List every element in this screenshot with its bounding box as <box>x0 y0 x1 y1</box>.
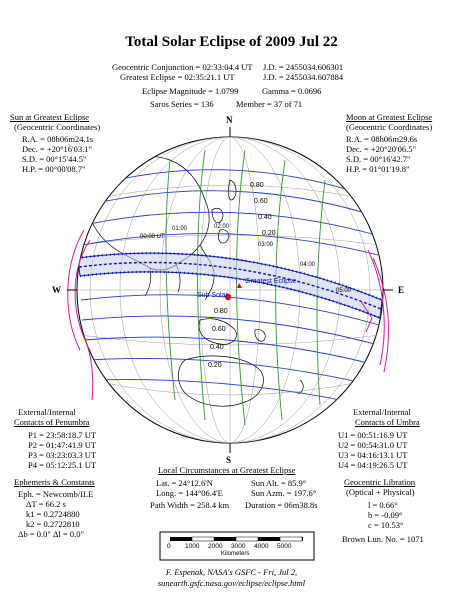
local-lat: Lat. = 24°12.6'N <box>156 478 213 488</box>
credit-line-1: F. Espenak, NASA's GSFC - Fri, Jul 2, <box>165 567 298 577</box>
greatest-eclipse-label: Greatest Eclipse <box>245 278 297 285</box>
local-long: Long. = 144°06.4'E <box>156 488 223 498</box>
scale-tick-3000: 3000 <box>231 543 246 550</box>
sun-subheading: (Geocentric Coordinates) <box>14 122 101 132</box>
geocentric-conjunction-jd: J.D. = 2455034.606301 <box>263 62 344 72</box>
libration-l: l = 0.66° <box>368 500 398 510</box>
umbra-heading-2: Contacts of Umbra <box>355 417 420 427</box>
mag-label-n4: 0.80 <box>250 182 264 189</box>
scale-tick-5000: 5000 <box>277 543 292 550</box>
scale-tick-2000: 2000 <box>208 543 223 550</box>
greatest-eclipse-jd: J.D. = 2455034.607884 <box>263 72 344 82</box>
ephemeris-values <box>18 489 93 539</box>
saros-member: Member = 37 of 71 <box>236 99 303 109</box>
compass-west: W <box>52 285 61 295</box>
compass-north: N <box>226 115 233 125</box>
brown-lunation: Brown Lun. No. = 1071 <box>342 534 424 544</box>
time-label-3: 03:00 <box>258 242 274 248</box>
libration-values <box>368 500 403 530</box>
time-label-5: 05:00 <box>336 288 352 294</box>
mag-label-n2: 0.40 <box>258 214 272 221</box>
penumbra-heading-1: External/Internal <box>18 407 76 417</box>
penumbra-p3: P3 = 03:23:03.3 UT <box>28 450 97 460</box>
sun-sd: S.D. = 00°15'44.5" <box>22 154 87 164</box>
penumbra-p4: P4 = 05:12:25.1 UT <box>28 460 97 470</box>
umbra-u4: U4 = 04:19:26.5 UT <box>338 460 408 470</box>
scale-tick-0: 0 <box>167 543 171 550</box>
compass-east: E <box>398 285 405 295</box>
local-heading: Local Circumstances at Greatest Eclipse <box>158 465 296 475</box>
mag-label-s3: 0.60 <box>212 326 226 333</box>
local-sun-azm: Sun Azm. = 197.6° <box>251 488 317 498</box>
ephemeris-db-dl: Δb = 0.0" Δl = 0.0" <box>18 529 84 539</box>
moon-hp: H.P. = 01°01'19.8" <box>346 164 410 174</box>
penumbra-p2: P2 = 01:47:41.9 UT <box>28 440 97 450</box>
sun-ra: R.A. = 08h06m24.1s <box>22 134 94 144</box>
libration-heading: Geocentric Libration <box>344 477 416 487</box>
local-sun-alt: Sun Alt. = 85.9° <box>251 478 307 488</box>
sun-dec: Dec. = +20°16'03.1" <box>22 144 92 154</box>
time-label-4: 04:00 <box>300 262 316 268</box>
scale-tick-4000: 4000 <box>254 543 269 550</box>
greatest-eclipse-time: Greatest Eclipse = 02:35:21.1 UT <box>120 72 235 82</box>
umbra-contacts <box>338 430 408 470</box>
ephemeris-delta-t: ΔT = 66.2 s <box>26 499 66 509</box>
mag-label-n3: 0.60 <box>254 198 268 205</box>
libration-subheading: (Optical + Physical) <box>346 487 415 497</box>
moon-dec: Dec. = +20°20'06.5" <box>346 144 416 154</box>
moon-sd: S.D. = 00°16'42.7" <box>346 154 411 164</box>
sub-solar-label: Sub Solar <box>197 292 228 299</box>
gamma: Gamma = 0.0696 <box>262 86 322 96</box>
saros-series: Saros Series = 136 <box>150 99 214 109</box>
umbra-u2: U2 = 00:54:31.0 UT <box>338 440 408 450</box>
local-duration: Duration = 06m38.8s <box>245 500 318 510</box>
eclipse-magnitude: Eclipse Magnitude = 1.0799 <box>142 86 239 96</box>
umbra-u3: U3 = 04:16:13.1 UT <box>338 450 408 460</box>
ephemeris-k2: k2 = 0.2722810 <box>26 519 80 529</box>
umbra-heading-1: External/Internal <box>353 407 411 417</box>
ephemeris-eph: Eph. = Newcomb/ILE <box>18 489 94 499</box>
page-title: Total Solar Eclipse of 2009 Jul 22 <box>125 34 338 50</box>
scale-unit-label: Kilometers <box>221 551 250 557</box>
local-path-width: Path Width = 258.4 km <box>150 500 230 510</box>
geocentric-conjunction: Geocentric Conjunction = 02:33:04.4 UT <box>112 62 253 72</box>
penumbra-p1: P1 = 23:58:18.7 UT <box>28 430 97 440</box>
time-label-0: 00:00 UT <box>140 234 165 240</box>
mag-label-s4: 0.80 <box>214 308 228 315</box>
libration-b: b = -0.09° <box>368 510 403 520</box>
time-label-1: 01:00 <box>172 226 188 232</box>
scale-tick-1000: 1000 <box>185 543 200 550</box>
compass-south: S <box>226 455 232 465</box>
umbra-u1: U1 = 00:51:16.9 UT <box>338 430 408 440</box>
ephemeris-heading: Ephemeris & Constants <box>14 477 95 487</box>
mag-label-s1: 0.20 <box>208 362 222 369</box>
sun-hp: H.P. = 00°00'08.7" <box>22 164 86 174</box>
penumbra-heading-2: Contacts of Penumbra <box>14 417 90 427</box>
moon-subheading: (Geocentric Coordinates) <box>346 122 433 132</box>
ephemeris-k1: k1 = 0.2724880 <box>26 509 80 519</box>
time-label-2: 02:00 <box>214 224 230 230</box>
moon-heading: Moon at Greatest Eclipse <box>346 112 433 122</box>
sun-heading: Sun at Greatest Eclipse <box>10 112 90 122</box>
moon-ra: R.A. = 08h06m29.6s <box>346 134 418 144</box>
libration-c: c = 10.53° <box>368 520 404 530</box>
credit-link[interactable]: sunearth.gsfc.nasa.gov/eclipse/eclipse.html <box>157 578 306 588</box>
mag-label-n1: 0.20 <box>262 230 276 237</box>
mag-label-s2: 0.40 <box>210 344 224 351</box>
penumbra-contacts <box>28 430 96 470</box>
